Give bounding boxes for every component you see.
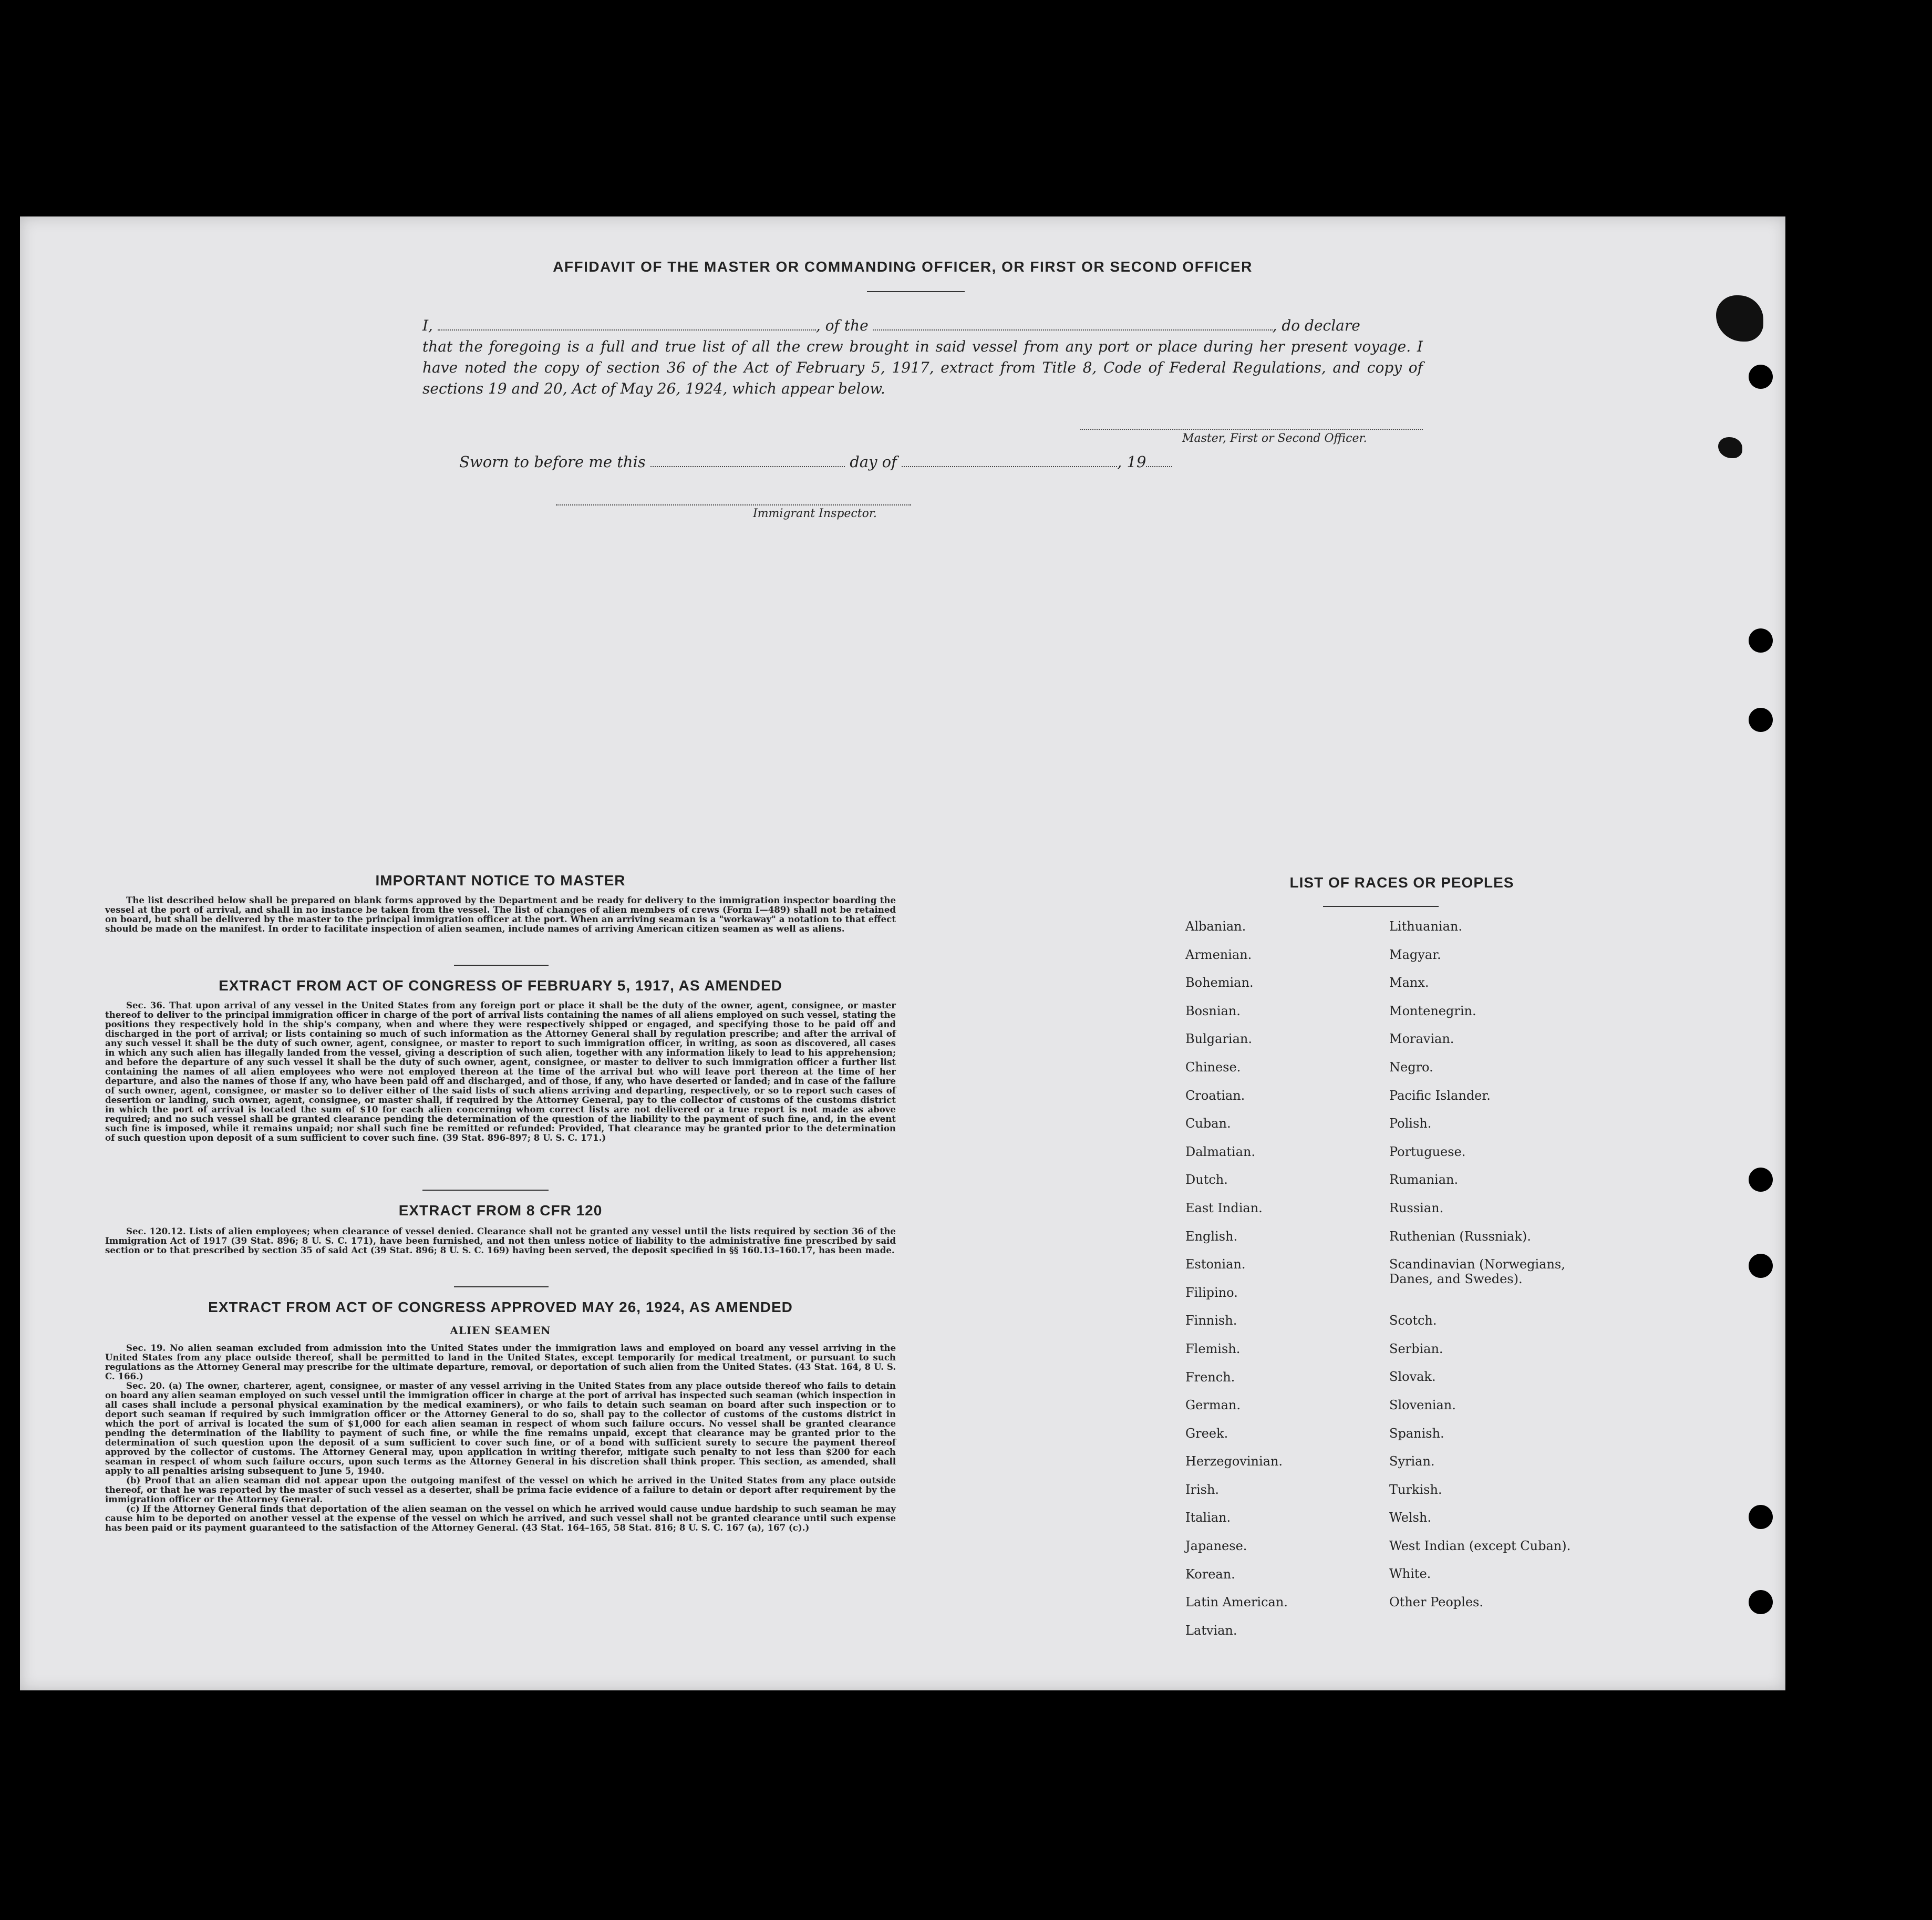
extract-cfr-title: EXTRACT FROM 8 CFR 120 [398, 1202, 603, 1219]
race-item: Albanian. [1185, 919, 1246, 934]
race-item: Syrian. [1389, 1454, 1435, 1469]
affidavit-i-label: I, [422, 317, 433, 334]
sec-20a-paragraph: Sec. 20. (a) The owner, charterer, agent, consignee, or master of any vessel arriving in the United States from any place outside thereof who fails to detain on board any alien seaman employed on such vessel until the immigration officer in charge at the port of arrival has inspected such seaman (which inspection in all cases shall include a personal physical examination by the medical examiners), or who fails to detain such seaman on board after such inspection or to deport such seaman if required by such immigration officer or the Attorney General to do so, shall pay to the collector of customs of the customs district in which the port of arrival is located the sum of $1,000 for each alien seaman in respect of whom such failure occurs. No vessel shall be granted clearance pending the determination of the liability to payment of such fine, or while the fine remains unpaid, except that clearance may be granted prior to the determination of such question upon the deposit of a sum sufficient to cover such fine, or of a bond with sufficient surety to secure the payment thereof approved by the collector of customs. The Attorney General may, upon application in writing therefor, mitigate such penalty to not less than $200 for each seaman in respect of whom such failure occurs, upon such terms as the Attorney General in his discretion shall think proper. This section, as amended, shall apply to all penalties arising subsequent to June 5, 1940. [105, 1380, 896, 1476]
race-item: Magyar. [1389, 947, 1441, 962]
race-item: Other Peoples. [1389, 1595, 1483, 1610]
race-item: Cuban. [1185, 1116, 1231, 1131]
divider [867, 291, 965, 292]
race-item: Filipino. [1185, 1285, 1238, 1300]
race-item: Scandinavian (Norwegians, Danes, and Swedes). [1389, 1257, 1565, 1287]
sec-19-paragraph: Sec. 19. No alien seaman excluded from admission into the United States under the immigration laws and employed on board any vessel arriving in the United States from any place outside thereof, shall be permitted to land in the United States, except temporarily for medical treatment, or pursuant to such regulations as the Attorney General may prescribe for the ultimate departure, removal, or deportation of such alien from the United States. (43 Stat. 164, 8 U. S. C. 166.) [105, 1343, 896, 1381]
race-item: Herzegovinian. [1185, 1454, 1283, 1469]
race-item: Italian. [1185, 1510, 1231, 1525]
do-declare-label: , do declare [1272, 317, 1360, 334]
race-item: Japanese. [1185, 1539, 1247, 1554]
sec-20c-paragraph: (c) If the Attorney General finds that deportation of the alien seaman on the vessel on which he arrived would cause undue hardship to such seaman he may cause him to be deported on another vessel at the expense of the vessel on which he arrived, and such vessel shall not be granted clearance until such expense has been paid or its payment guaranteed to the satisfaction of the Attorney General. (43 Stat. 164–165, 58 Stat. 816; 8 U. S. C. 167 (a), 167 (c).) [105, 1503, 896, 1533]
race-item: Manx. [1389, 975, 1429, 990]
races-right-column [1389, 919, 1610, 1623]
race-item: Slovenian. [1389, 1397, 1456, 1412]
race-item: Polish. [1389, 1116, 1432, 1131]
race-item: Estonian. [1185, 1257, 1246, 1272]
race-item: Bosnian. [1185, 1003, 1241, 1018]
notice-title: IMPORTANT NOTICE TO MASTER [375, 872, 626, 889]
sworn-year-field[interactable] [1146, 456, 1172, 467]
divider [1323, 906, 1439, 907]
sworn-label: Sworn to before me this [459, 453, 646, 471]
alien-seamen-subtitle: ALIEN SEAMEN [450, 1324, 551, 1337]
document-sheet [20, 216, 1785, 1690]
sec-20b-paragraph: (b) Proof that an alien seaman did not appear upon the outgoing manifest of the vessel on which he arrived in the United States from any place outside thereof, or that he was reported by the master of such vessel as a deserter, shall be prima facie evidence of a failure to detain or deport after requirement by the immigration officer or the Attorney General. [105, 1475, 896, 1504]
race-item: Rumanian. [1389, 1172, 1459, 1188]
sworn-line [459, 453, 1172, 471]
extract-1917-title: EXTRACT FROM ACT OF CONGRESS OF FEBRUARY 5, 1917, AS AMENDED [219, 977, 782, 994]
ink-blot [1716, 295, 1763, 342]
binder-hole [1749, 628, 1773, 653]
affidavit-statement: that the foregoing is a full and true list of all the crew brought in said vessel from any port or place during her present voyage. I have noted the copy of section 36 of the Act of February 5, 1917, extract from Title 8, Code of Federal Regulations, and copy of sections 19 and 20, Act of May 26, 1924, which appear below. [422, 338, 1423, 397]
race-item: Moravian. [1389, 1031, 1454, 1047]
name-field[interactable] [438, 319, 816, 331]
race-item: Finnish. [1185, 1313, 1237, 1328]
affidavit-line-1 [422, 315, 1423, 336]
race-item: Irish. [1185, 1482, 1220, 1497]
race-item: Lithuanian. [1389, 919, 1463, 934]
divider [454, 1286, 549, 1287]
race-item: Scotch. [1389, 1313, 1437, 1328]
race-item: German. [1185, 1398, 1241, 1413]
notice-text [105, 895, 896, 933]
extract-1924-title: EXTRACT FROM ACT OF CONGRESS APPROVED MAY 26, 1924, AS AMENDED [208, 1299, 793, 1315]
races-left-column [1185, 919, 1288, 1651]
notice-paragraph: The list described below shall be prepared on blank forms approved by the Department and be ready for delivery to the immigration inspector boarding the vessel at the port of arrival, and shall in no instance be taken from the vessel. The list of changes of alien members of crews (Form I—489) shall not be retained on board, but shall be delivered by the master to the principal immigration officer at the port. When an arriving seaman is a "workaway" a notation to that effect should be made on the manifest. In order to facilitate inspection of alien seamen, include names of arriving American citizen seamen as well as aliens. [105, 895, 896, 934]
race-item: Dalmatian. [1185, 1144, 1256, 1159]
binder-hole [1749, 1505, 1773, 1529]
race-item: Slovak. [1389, 1369, 1436, 1385]
race-item: Greek. [1185, 1426, 1228, 1441]
race-item: French. [1185, 1369, 1235, 1385]
affidavit-body [422, 315, 1423, 399]
divider [422, 1190, 549, 1191]
extract-1924-text [105, 1343, 896, 1532]
day-of-label: day of [850, 453, 897, 471]
affidavit-title: AFFIDAVIT OF THE MASTER OR COMMANDING OFFICER, OR FIRST OR SECOND OFFICER [553, 259, 1253, 275]
master-signature-line[interactable] [1080, 429, 1423, 430]
binder-hole [1749, 708, 1773, 732]
race-item: Latvian. [1185, 1623, 1237, 1638]
binder-hole [1749, 365, 1773, 389]
race-item: Welsh. [1389, 1510, 1431, 1525]
race-item: Croatian. [1185, 1088, 1245, 1103]
race-item: Flemish. [1185, 1341, 1241, 1356]
race-item: Chinese. [1185, 1059, 1241, 1075]
race-item: East Indian. [1185, 1200, 1263, 1215]
master-caption: Master, First or Second Officer. [1182, 432, 1367, 445]
race-item: Ruthenian (Russniak). [1389, 1229, 1531, 1244]
divider [454, 965, 549, 966]
race-item: Korean. [1185, 1566, 1235, 1582]
binder-hole [1749, 1590, 1773, 1614]
sec-36-paragraph: Sec. 36. That upon arrival of any vessel in the United States from any foreign port or place it shall be the duty of the owner, agent, consignee, or master thereof to deliver to the principal immigration officer in charge of the port of arrival lists containing the names of all aliens employed on such vessel, stating the positions they respectively hold in the ship's company, when and where they were respectively shipped or engaged, and specifying those to be paid off and discharged in the port of arrival; or lists containing so much of such information as the Attorney General shall by regulation prescribe; and after the arrival of any such vessel it shall be the duty of such owner, agent, consignee, or master to report to such immigration officer, in writing, as soon as discovered, all cases in which any such alien has illegally landed from the vessel, giving a description of such alien, together with any information likely to lead to his apprehension; and before the departure of any such vessel it shall be the duty of such owner, agent, consignee, or master to deliver to such immigration officer a further list containing the names of all alien employees who were not employed thereon at the time of the arrival but who will leave port thereon at the time of her departure, and also the names of those if any, who have been paid off and discharged, and of those, if any, who have deserted or landed; and in case of the failure of such owner, agent, consignee, or master so to deliver either of the said lists of such aliens arriving and departing, respectively, or so to report such cases of desertion or landing, such owner, agent, consignee, or master shall, if required by the Attorney General, pay to the collector of customs of the customs district in which the port of arrival is located the sum of $10 for each alien concerning whom correct lists are not delivered or a true report is not made as above required; and no such vessel shall be granted clearance pending the determination of the question of the liability to the payment of such fine, and, in the event such fine is imposed, while it remains unpaid; nor shall such fine be remitted or refunded: Provided, That clearance may be granted prior to the determination of such question upon deposit of a sum sufficient to cover such fine. (39 Stat. 896-897; 8 U. S. C. 171.) [105, 1000, 896, 1143]
sworn-month-field[interactable] [902, 456, 1117, 467]
race-item: Spanish. [1389, 1426, 1444, 1441]
race-item: West Indian (except Cuban). [1389, 1538, 1571, 1553]
of-the-label: , of the [815, 317, 869, 334]
race-item: Russian. [1389, 1200, 1444, 1215]
race-item: English. [1185, 1229, 1238, 1244]
year-prefix-label: , 19 [1117, 453, 1146, 471]
race-item: Serbian. [1389, 1341, 1443, 1356]
race-item: Turkish. [1389, 1482, 1442, 1497]
ink-blot [1718, 437, 1742, 458]
race-item: Armenian. [1185, 947, 1252, 962]
race-item: Latin American. [1185, 1595, 1288, 1610]
extract-cfr-text [105, 1226, 896, 1255]
sec-120-paragraph: Sec. 120.12. Lists of alien employees; when clearance of vessel denied. Clearance shall not be granted any vessel until the lists required by section 36 of the Immigration Act of 1917 (39 Stat. 896; 8 U. S. C. 171), have been furnished, and not then unless notice of liability to the administrative fine prescribed by said section or to that prescribed by section 35 of said Act (39 Stat. 896; 8 U. S. C. 169) having been served, the deposit specified in §§ 160.13–160.17, has been made. [105, 1226, 896, 1255]
race-item: Portuguese. [1389, 1144, 1466, 1159]
vessel-field[interactable] [873, 319, 1273, 331]
race-item: Bohemian. [1185, 975, 1254, 990]
inspector-signature-line[interactable] [556, 504, 911, 505]
race-item: Montenegrin. [1389, 1003, 1476, 1018]
race-item: Dutch. [1185, 1172, 1228, 1188]
binder-hole [1749, 1168, 1773, 1192]
race-item: White. [1389, 1566, 1431, 1582]
inspector-caption: Immigrant Inspector. [753, 507, 877, 520]
races-title: LIST OF RACES OR PEOPLES [1289, 874, 1514, 891]
race-item: Negro. [1389, 1059, 1433, 1075]
binder-hole [1749, 1254, 1773, 1278]
sworn-day-field[interactable] [650, 456, 845, 467]
race-item: Bulgarian. [1185, 1031, 1252, 1047]
race-item: Pacific Islander. [1389, 1088, 1491, 1103]
extract-1917-text [105, 1000, 896, 1142]
